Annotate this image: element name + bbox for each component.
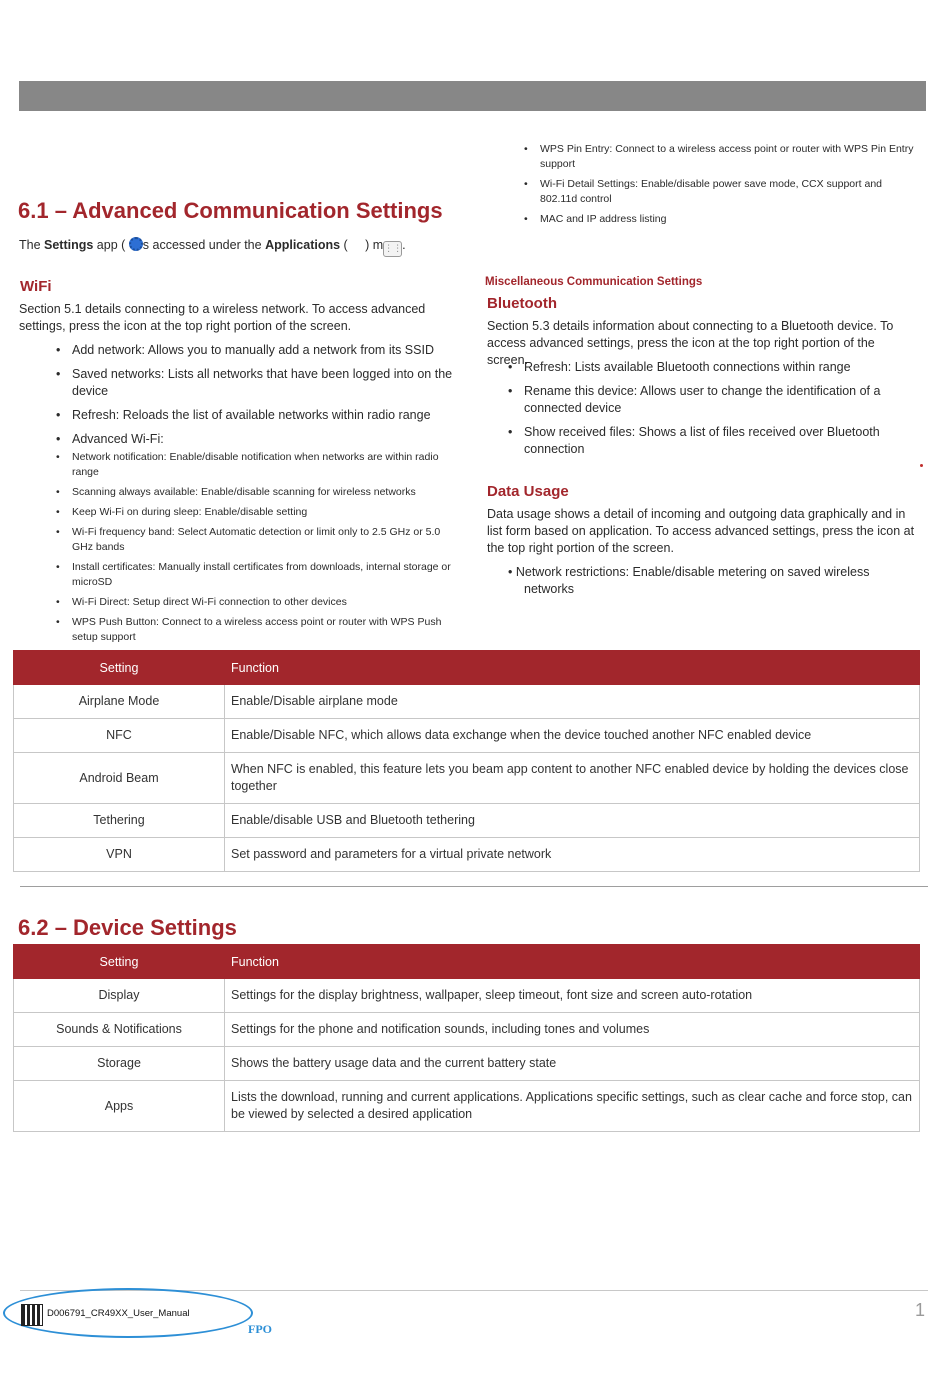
table-row: Tethering Enable/disable USB and Bluetooth tethering — [14, 804, 920, 838]
bluetooth-list — [506, 359, 906, 465]
table-row: Android Beam When NFC is enabled, this feature lets you beam app content to another NFC enabled device by holding the devices close together — [14, 753, 920, 804]
bluetooth-body: Section 5.3 details information about connecting to a Bluetooth device. To access advanced settings, press the icon at the top right portion of the screen. — [487, 319, 894, 367]
list-item: • Add network: Allows you to manually add a network from its SSID — [54, 342, 454, 359]
table-header-row — [14, 945, 920, 979]
list-item: • Wi-Fi Direct: Setup direct Wi-Fi connection to other devices — [54, 595, 454, 610]
table-row: Sounds & Notifications Settings for the phone and notification sounds, including tones and volumes — [14, 1013, 920, 1047]
list-item: • Scanning always available: Enable/disable scanning for wireless networks — [54, 485, 454, 500]
data-usage-heading: Data Usage — [487, 483, 569, 500]
right-top-list — [522, 142, 922, 232]
table-row: Storage Shows the battery usage data and the current battery state — [14, 1047, 920, 1081]
wifi-heading: WiFi — [20, 278, 52, 295]
device-settings-table — [13, 944, 920, 1132]
column-header-setting: Setting — [14, 945, 225, 979]
list-item: • Refresh: Reloads the list of available networks within radio range — [54, 407, 454, 424]
section-title: 6.1 – Advanced Communication Settings — [18, 198, 443, 223]
list-item: • Advanced Wi-Fi: — [54, 431, 454, 448]
table-row: Apps Lists the download, running and current applications. Applications specific settings, such as clear cache and force stop, can be viewed by selected a desired application — [14, 1081, 920, 1132]
list-item: • Saved networks: Lists all networks that have been logged into on the device — [54, 366, 454, 400]
list-item: • Rename this device: Allows user to change the identification of a connected device — [506, 383, 906, 417]
fpo-stamp: FPO — [248, 1322, 272, 1336]
list-item: • Refresh: Lists available Bluetooth connections within range — [506, 359, 906, 376]
data-usage-body: Data usage shows a detail of incoming and outgoing data graphically and in list form based on application. To access advanced settings, press the icon at the top right portion of the screen. — [487, 507, 915, 555]
wifi-list — [54, 342, 454, 650]
list-item: • WPS Pin Entry: Connect to a wireless access point or router with WPS Pin Entry support — [522, 142, 922, 172]
section-title: 6.2 – Device Settings — [18, 915, 237, 940]
apps-grid-icon: ⋮⋮ — [383, 241, 402, 257]
table-row: VPN Set password and parameters for a virtual private network — [14, 838, 920, 872]
list-item: • Wi-Fi frequency band: Select Automatic detection or limit only to 2.5 GHz or 5.0 GHz bands — [54, 525, 454, 555]
red-dot-mark — [920, 464, 923, 467]
page-number: 1 — [915, 1300, 926, 1320]
list-item: • Wi-Fi Detail Settings: Enable/disable power save mode, CCX support and 802.11d control — [522, 177, 922, 207]
column-header-function: Function — [225, 651, 920, 685]
bluetooth-heading: Bluetooth — [487, 295, 557, 312]
column-header-setting: Setting — [14, 651, 225, 685]
list-item: • Install certificates: Manually install certificates from downloads, internal storage or microSD — [54, 560, 454, 590]
table-row: Display Settings for the display brightness, wallpaper, sleep timeout, font size and screen auto-rotation — [14, 979, 920, 1013]
wifi-body: Section 5.1 details connecting to a wireless network. To access advanced settings, press the icon at the top right portion of the screen. — [19, 302, 426, 333]
table-row: Airplane Mode Enable/Disable airplane mode — [14, 685, 920, 719]
settings-gear-icon — [129, 237, 143, 251]
document-id: D006791_CR49XX_User_Manual — [47, 1308, 190, 1319]
list-item: • WPS Push Button: Connect to a wireless access point or router with WPS Push setup support — [54, 615, 454, 645]
qr-code-icon — [21, 1304, 43, 1326]
list-item: • Keep Wi-Fi on during sleep: Enable/disable setting — [54, 505, 454, 520]
data-usage-item: • Network restrictions: Enable/disable metering on saved wireless networks — [508, 565, 870, 596]
divider — [20, 886, 928, 887]
list-item: • Show received files: Shows a list of files received over Bluetooth connection — [506, 424, 906, 458]
column-header-function: Function — [225, 945, 920, 979]
table-header-row — [14, 651, 920, 685]
list-item: • MAC and IP address listing — [522, 212, 922, 227]
page-header-bar — [19, 81, 926, 111]
misc-heading: Miscellaneous Communication Settings — [485, 276, 703, 288]
communication-settings-table — [13, 650, 920, 872]
intro-line: The Settings app ( s accessed under the Applications ( ) m⋮⋮. — [19, 237, 406, 257]
table-row: NFC Enable/Disable NFC, which allows data exchange when the device touched another NFC enabled device — [14, 719, 920, 753]
list-item: • Network notification: Enable/disable notification when networks are within radio range — [54, 450, 454, 480]
